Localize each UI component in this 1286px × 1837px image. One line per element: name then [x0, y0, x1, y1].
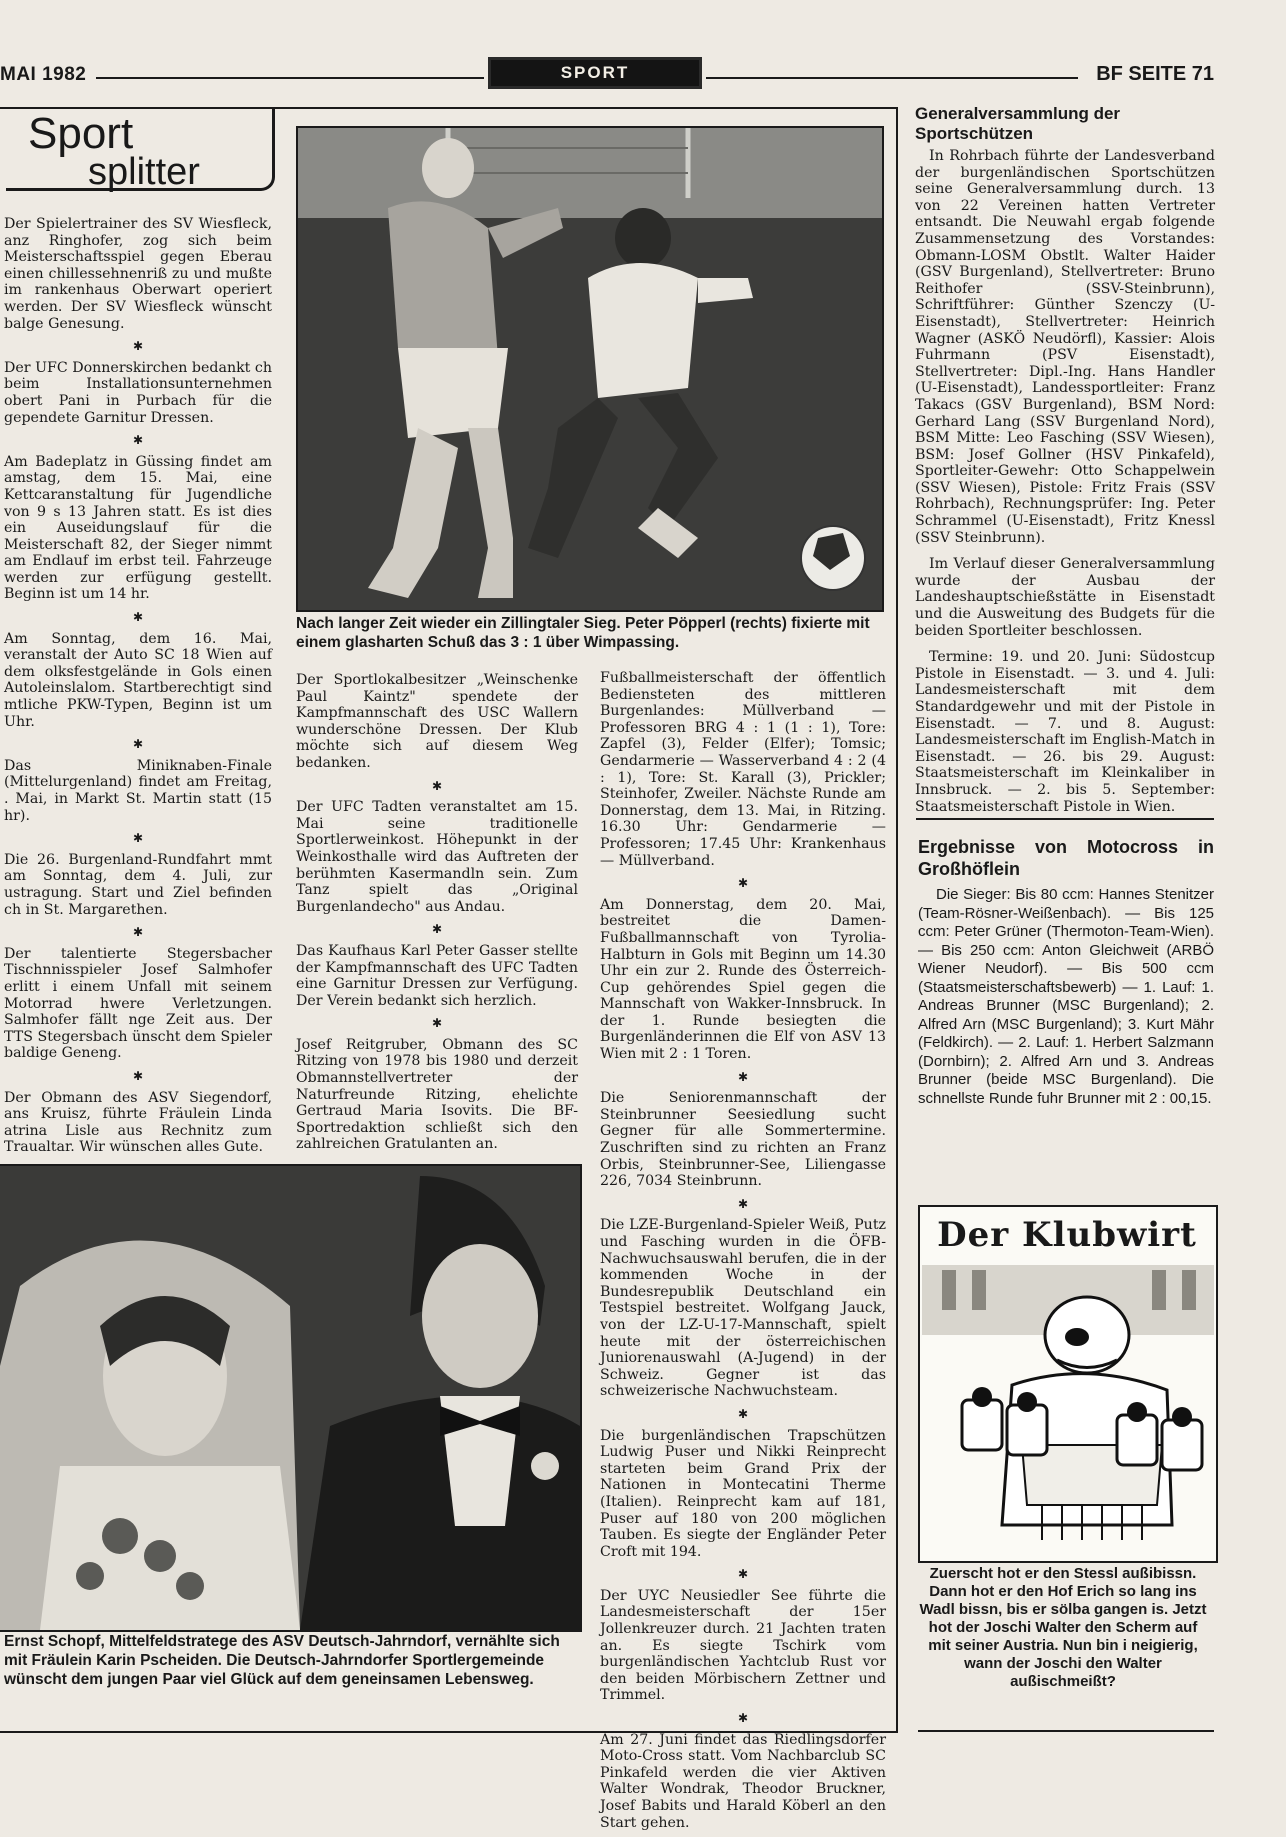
separator-star: ✱ [431, 778, 443, 793]
separator-star: ✱ [737, 1406, 749, 1421]
wedding-photo [0, 1164, 582, 1632]
innkeeper-cartoon-illustration [922, 1265, 1214, 1557]
column-right [915, 104, 1215, 821]
news-item: Der UYC Neusiedler See führte die Landesmeisterschaft der 15er Jollenkreuzer durch. 21 Jachten traten an. Es siegte Tschirk vom burgenländischen Yachtclub Rust vor den beiden Mörbischern Zettner und Trimmel. [600, 1587, 886, 1704]
news-item: Das Miniknaben-Finale (Mittelurgenland) findet am Freitag, . Mai, in Markt St. Martin statt (15 hr). [4, 757, 272, 824]
news-item: Der Sportlokalbesitzer „Weinschenke Paul Kaintz" spendete der Kampfmannschaft des USC Wallern wunderschöne Dressen. Der Klub möchte sich auf diesem Weg bedanken. [296, 672, 578, 771]
news-item: In Rohrbach führte der Landesverband der burgenländischen Sportschützen seine Generalversammlung durch. 13 von 22 Vereinen hatten Vertreter entsandt. Die Neuwahl ergab folgende Zusammensetzung des Vorstandes: Obmann-LOSM Obstlt. Walter Haider (GSV Burgenland), Stellvertreter: Bruno Reithofer (SSV-Steinbrunn), Schriftführer: Günther Szenczy (U-Eisenstadt), Stellvertreter: Heinrich Wagner (ASKÖ Neudörfl), Kassier: Alois Fuhrmann (PSV Eisenstadt), Stellvertreter: Dipl.-Ing. Hans Handler (U-Eisenstadt), Landessportleiter: Franz Takacs (GSV Burgenland), BSM Nord: Gerhard Lang (SSV Burgenland Nord), BSM Mitte: Leo Fasching (SSV Wiesen), BSM: Josef Gollner (HSV Pinkafeld), Sportleiter-Gewehr: Otto Schappelwein (SSV Wiesen), Pistole: Fritz Frais (SSV Rohrbach), Rechnungsprüfer: Ing. Peter Schrammel (U-Eisenstadt), Fritz Knessl (SSV Steinbrunn). [915, 148, 1215, 546]
news-item: Die burgenländischen Trapschützen Ludwig Puser und Nikki Reinprecht starteten beim Grand Prix der Nationen in Montecatini Therme (Italien). Reinprecht kam auf 181, Puser auf 180 von 200 möglichen Tauben. Es siegte der Engländer Peter Croft mit 194. [600, 1427, 886, 1560]
news-item: Am Donnerstag, dem 20. Mai, bestreitet die Damen-Fußballmannschaft von Tyrolia-Halbturn in Gols mit Beginn um 14.30 Uhr ein zur 2. Runde des Österreich-Cup gehörendes Spiel gegen die Mannschaft von Wakker-Innsbruck. In der 1. Runde besiegten die Burgenländerinnen die Elf von ASV 13 Wien mit 2 : 1 Toren. [600, 896, 886, 1063]
separator-star: ✱ [132, 433, 144, 448]
column-right-rule [916, 818, 1214, 820]
news-item: Der UFC Tadten veranstaltet am 15. Mai seine traditionelle Sportlerweinkost. Höhepunkt in der Weinkosthalle wird das Auftreten der berühmten Kasermandln sein. Zum Tanz spielt das „Original Burgenlandecho" aus Andau. [296, 799, 578, 915]
football-photo [296, 126, 884, 612]
motocross-text: Die Sieger: Bis 80 ccm: Hannes Stenitzer (Team-Rösner-Weißenbach). — Bis 125 ccm: Peter Grüner (Thermoton-Team-Wien). — Bis 250 ccm: Anton Gleichweit (ARBÖ Wiener Neudorf). — Bis 500 ccm (Staatsmeisterschaftsbewerb) — 1. Lauf: 1. Andreas Brunner (MSC Burgenland); 2. Alfred Arn (MSC Burgenland); 3. Kurt Mähr (Feldkirch). — 2. Lauf: 1. Herbert Salzmann (Dornbirn); 2. Alfred Arn und 3. Andreas Brunner (beide MSC Burgenland). Die schnellste Runde fuhr Brunner mit 2 : 00,15. [918, 886, 1214, 1107]
sportschuetzen-heading: Generalversammlung der Sportschützen [915, 104, 1121, 143]
separator-star: ✱ [132, 925, 144, 940]
kicker-line-1: Sport [28, 109, 134, 158]
wedding-photo-illustration [0, 1166, 580, 1630]
separator-star: ✱ [132, 610, 144, 625]
ad-bottom-rule [918, 1730, 1214, 1732]
kicker-line-2: splitter [88, 151, 200, 193]
separator-star: ✱ [737, 1196, 749, 1211]
motocross-heading: Ergebnisse von Motocross in Großhöflein [918, 837, 1214, 879]
separator-star: ✱ [132, 831, 144, 846]
separator-star: ✱ [737, 1069, 749, 1084]
football-photo-caption: Nach langer Zeit wieder ein Zillingtaler Sieg. Peter Pöpperl (rechts) fixierte mit einem glasharten Schuß das 3 : 1 über Wimpassing. [296, 615, 870, 651]
news-item: Josef Reitgruber, Obmann des SC Ritzing von 1978 bis 1980 und derzeit Obmannstellvertreter der Naturfreunde Ritzing, ehelichte Gertraud Maria Isovits. Die BF-Sportredaktion schließt sich den zahlreichen Gratulanten an. [296, 1036, 578, 1153]
column-sport-splitter [4, 216, 272, 1162]
news-item: Fußballmeisterschaft der öffentlich Bediensteten des mittleren Burgenlandes: Müllverband — Professoren BRG 4 : 1 (1 : 1), Tore: Zapfel (3), Felder (Elfer); Tomsic; Gendarmerie — Wasserverband 4 : 2 (4 : 1), Tore: St. Karall (3), Prickler; Steinhofer, Zweiler. Nächste Runde am Donnerstag, dem 13. Mai, in Ritzing. 16.30 Uhr: Gendarmerie — Professoren; 17.45 Uhr: Krankenhaus — Müllverband. [600, 670, 886, 869]
news-item: Der Spielertrainer des SV Wiesfleck, anz Ringhofer, zog sich beim Meisterschaftsspiel gegen Eberau einen chillessehnenriß zu und mußte im rankenhaus Oberwart operiert werden. Der SV Wiesfleck wünscht balge Genesung. [4, 216, 272, 332]
news-item: Das Kaufhaus Karl Peter Gasser stellte der Kampfmannschaft des UFC Tadten eine Garnitur Dressen zur Verfügung. Der Verein bedankt sich herzlich. [296, 942, 578, 1009]
sport-splitter-kicker [6, 108, 275, 191]
news-item: Im Verlauf dieser Generalversammlung wurde der Ausbau der Landeshauptschießstätte in Eisenstadt und die Ausweitung des Budgets für die beiden Sportleiter beschlossen. [915, 556, 1215, 639]
news-item: Die Seniorenmannschaft der Steinbrunner Seesiedlung sucht Gegner für alle Sommertermine. Zuschriften sind zu richten an Franz Orbis, Steinbrunner-See, Liliengasse 226, 7034 Steinbrunn. [600, 1090, 886, 1190]
column-middle-left [296, 672, 578, 1159]
news-item: Termine: 19. und 20. Juni: Südostcup Pistole in Eisenstadt. — 3. und 4. Juli: Landesmeisterschaft mit dem Standardgewehr und mit der Pistole in Eisenstadt. — 7. und 8. August: Landesmeisterschaft im English-Match in Eisenstadt. — 26. bis 29. August: Staatsmeisterschaft im Kleinkaliber in Innsbruck. — 2. bis 5. September: Staatsmeisterschaft Pistole in Wien. [915, 649, 1215, 815]
header-rule-right [706, 77, 1078, 79]
news-item: Die LZE-Burgenland-Spieler Weiß, Putz und Fasching wurden in die ÖFB-Nachwuchsauswahl berufen, die in der kommenden Woche in der Bundesrepublik Deutschland ein Testspiel bestreitet. Wolfgang Jauck, von der LZ-U-17-Mannschaft, spielt heute mit der österreichischen Juniorenauswahl (A-Jugend) in der Schweiz. Gegner ist das schweizerische Nachwuchsteam. [600, 1217, 886, 1400]
header-rule-left [96, 77, 484, 79]
separator-star: ✱ [132, 737, 144, 752]
news-item: Der talentierte Stegersbacher Tischnnisspieler Josef Salmhofer erlitt i einem Unfall mit seinem Motorrad hwere Verletzungen. Salmhofer fällt nge Zeit aus. Der TTS Stegersbach ünscht dem Spieler baldige Geneng. [4, 945, 272, 1062]
column-middle-right [600, 670, 886, 1837]
klubwirt-cartoon [918, 1205, 1218, 1563]
news-item: Die 26. Burgenland-Rundfahrt mmt am Sonntag, dem 4. Juli, zur ustragung. Start und Ziel befinden ch in St. Margarethen. [4, 851, 272, 918]
separator-star: ✱ [737, 1567, 749, 1582]
separator-star: ✱ [431, 1016, 443, 1031]
klubwirt-title: Der Klubwirt [937, 1215, 1197, 1255]
separator-star: ✱ [132, 339, 144, 354]
news-item: Am 27. Juni findet das Riedlingsdorfer Moto-Cross statt. Vom Nachbarclub SC Pinkafeld werden die vier Aktiven Walter Wondrak, Theodor Bruckner, Josef Babits und Harald Köberl an den Start gehen. [600, 1731, 886, 1831]
news-item: Der UFC Donnerskirchen bedankt ch beim Installationsunternehmen obert Pani in Purbach für die gependete Garnitur Dressen. [4, 359, 272, 426]
wedding-photo-caption: Ernst Schopf, Mittelfeldstratege des ASV Deutsch-Jahrndorf, vernählte sich mit Fräulein Karin Pscheiden. Die Deutsch-Jahrndorfer Sportlergemeinde wünscht dem jungen Paar viel Glück auf dem geneinsamen Lebensweg. [4, 1633, 560, 1688]
separator-star: ✱ [431, 922, 443, 937]
motocross-results [918, 836, 1214, 1114]
news-item: Am Sonntag, dem 16. Mai, veranstalt der Auto SC 18 Wien auf dem olksfestgelände in Gols einen Autoleinslalom. Startberechtigt sind mtliche PKW-Typen, Beginn ist um Uhr. [4, 630, 272, 730]
section-label: SPORT [488, 57, 702, 89]
separator-star: ✱ [737, 876, 749, 891]
football-photo-illustration [298, 128, 882, 610]
klubwirt-text: Zuerscht hot er den Stessl außibissn. Dann hot er den Hof Erich so lang ins Wadl bissn, bis er sölba gangen is. Jetzt hot der Joschi Walter den Scherm auf mit seiner Austria. Nun bin i neigierig, wann der Joschi den Walter außischmeißt? [919, 1565, 1207, 1690]
news-item: Der Obmann des ASV Siegendorf, ans Kruisz, führte Fräulein Linda atrina Lisle aus Rechnitz zum Traualtar. Wir wünschen alles Gute. [4, 1089, 272, 1156]
separator-star: ✱ [132, 1068, 144, 1083]
page-number: BF SEITE 71 [1096, 63, 1214, 85]
news-item: Am Badeplatz in Güssing findet am amstag, dem 15. Mai, eine Kettcaranstaltung für Jugendliche von 9 s 13 Jahren statt. Es ist dies ein Auseidungslauf für die Meisterschaft 82, der Sieger nimmt am Endlauf im erbst teil. Fahrzeuge werden zur erfügung gestellt. Beginn ist um 14 hr. [4, 453, 272, 603]
separator-star: ✱ [737, 1711, 749, 1726]
issue-date: MAI 1982 [0, 64, 87, 85]
